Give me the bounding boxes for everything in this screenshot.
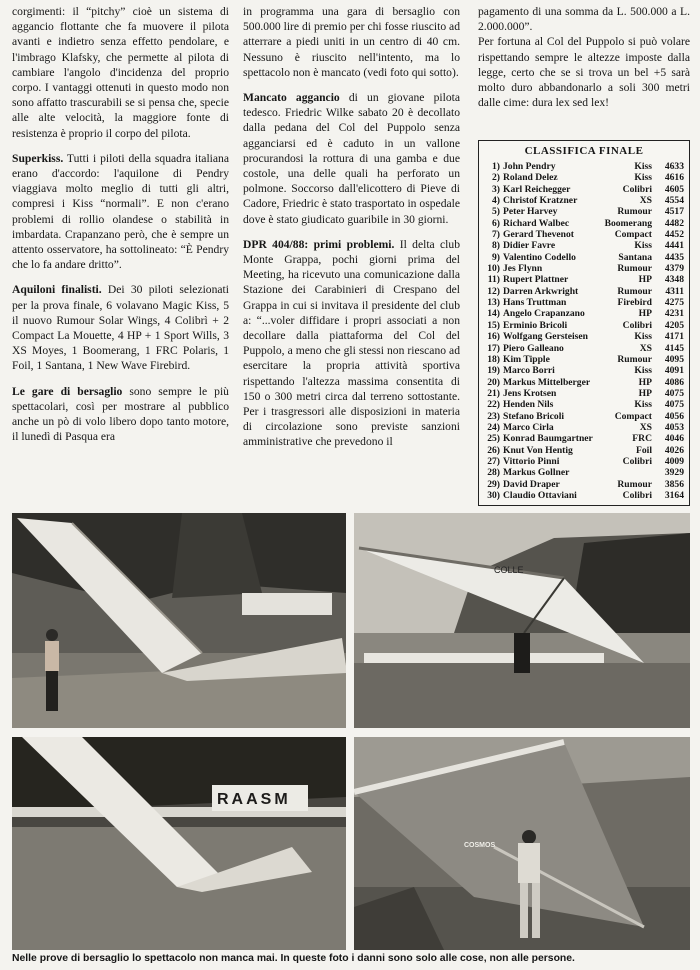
ranking-row <box>484 456 684 467</box>
photo-caption: Nelle prove di bersaglio lo spettacolo non manca mai. In queste foto i danni sono solo alle cose, non alle persone. <box>12 953 575 964</box>
ranking-pilot-name: John Pendry <box>503 161 556 172</box>
ranking-row <box>484 467 684 478</box>
article-column-3 <box>478 4 690 120</box>
ranking-row <box>484 229 684 240</box>
paragraph-heading: Le gare di bersaglio <box>12 384 123 398</box>
ranking-position: 12) <box>487 285 500 297</box>
ranking-glider: Colibri <box>622 319 652 331</box>
paragraph: Per fortuna al Col del Puppolo si può volare rispettando sempre le altezze imposte dalla legge, certo che se si trova un bel +5 sarà molto duro abbandonarlo a soli 300 metri dalle cime: dura lex sed lex! <box>478 35 690 110</box>
ranking-row <box>484 240 684 251</box>
ranking-glider: Rumour <box>617 353 652 365</box>
ranking-points: 4075 <box>664 399 684 411</box>
ranking-row <box>484 297 684 308</box>
ranking-pilot-name: Richard Walbec <box>503 217 570 229</box>
ranking-points: 4095 <box>664 353 684 365</box>
paragraph: Le gare di bersaglio sono sempre le più spettacolari, così per mostrare al pubblico anche un pò di volo libero dopo tanto motore, il lunedì di Pasqua era <box>12 384 229 444</box>
ranking-position: 23) <box>487 410 500 422</box>
ranking-points: 4205 <box>664 319 684 331</box>
photo-hang-glider-landing-2 <box>354 513 690 728</box>
ranking-pilot-name: Valentino Codello <box>503 251 576 263</box>
ranking-glider: Colibri <box>622 455 652 467</box>
ranking-position: 25) <box>487 433 500 445</box>
ranking-points: 4091 <box>664 365 684 377</box>
photo-hang-glider-crashed-3 <box>12 737 346 950</box>
ranking-points: 4452 <box>664 229 684 241</box>
ranking-pilot-name: Vittorio Pinni <box>503 455 560 467</box>
ranking-row <box>484 411 684 422</box>
ranking-row <box>484 184 684 195</box>
ranking-position: 1) <box>492 161 500 172</box>
ranking-position: 30) <box>487 489 500 501</box>
ranking-pilot-name: Stefano Bricoli <box>503 410 565 422</box>
banner-text: COLLE <box>494 565 524 575</box>
ranking-position: 13) <box>487 297 500 309</box>
ranking-pilot-name: Kim Tipple <box>503 353 550 365</box>
paragraph: corgimenti: il “pitchy” cioè un sistema di aggancio flottante che fa muovere il pilota avanti e indietro senza effetto pendolare, e l'imbrago Klafsky, che permette al pilota di cambiare l'angolo d'incidenza del proprio corpo. I vantaggi ottenuti in questo modo non sono affatto trascurabili se si pensa che, specie alle alte velocità, la maggiore fonte di resistenza è proprio il corpo del pilota. <box>12 5 229 140</box>
ranking-glider: Rumour <box>617 206 652 218</box>
ranking-glider: HP <box>638 308 652 320</box>
ranking-title: CLASSIFICA FINALE <box>524 145 644 157</box>
ranking-glider: Kiss <box>634 161 652 172</box>
ranking-glider: Colibri <box>622 489 652 501</box>
ranking-pilot-name: Marco Borri <box>503 365 555 377</box>
ranking-points: 4056 <box>664 410 684 422</box>
ranking-position: 7) <box>492 229 500 241</box>
ranking-glider: Santana <box>618 251 652 263</box>
ranking-position: 27) <box>487 455 500 467</box>
ranking-points: 4075 <box>664 387 684 399</box>
ranking-glider <box>600 467 658 478</box>
ranking-pilot-name: Roland Delez <box>503 172 558 184</box>
ranking-row <box>484 195 684 206</box>
ranking-points: 4379 <box>664 263 684 275</box>
ranking-pilot-name: David Draper <box>503 478 560 490</box>
paragraph: Mancato aggancio di un giovane pilota tedesco. Friedric Wilke sabato 20 è decollato dalla pedana del Col del Puppolo senza agganciarsi ed è caduto in un vallone procurandosi la rottura di una gamba e due costole, una delle quali ha perforato un polmone. Soccorso dall'elicottero di Pieve di Cadore, Friedric è stato trasportato in ospedale dove è stato giudicato guaribile in 30 giorni. <box>243 91 460 226</box>
ranking-row <box>484 320 684 331</box>
ranking-pilot-name: Peter Harvey <box>503 206 558 218</box>
ranking-points: 4053 <box>664 421 684 433</box>
ranking-pilot-name: Konrad Baumgartner <box>503 433 593 445</box>
ranking-glider: HP <box>638 376 652 388</box>
ranking-points: 4046 <box>664 433 684 445</box>
banner-text: RAASM <box>217 791 291 808</box>
photo-hang-glider-landing-1 <box>12 513 346 728</box>
ranking-row <box>484 433 684 444</box>
ranking-points: 4145 <box>664 342 684 354</box>
ranking-row <box>484 490 684 501</box>
ranking-position: 26) <box>487 444 500 456</box>
ranking-row <box>484 308 684 319</box>
ranking-position: 21) <box>487 387 500 399</box>
ranking-points: 4171 <box>664 331 684 343</box>
ranking-pilot-name: Markus Gollner <box>503 467 570 479</box>
ranking-glider: Kiss <box>634 365 652 377</box>
paragraph-heading: Mancato aggancio <box>243 91 340 105</box>
ranking-pilot-name: Gerard Thevenot <box>503 229 574 241</box>
ranking-table <box>484 161 684 501</box>
paragraph: Aquiloni finalisti. Dei 30 piloti selezionati per la prova finale, 6 volavano Magic Kiss, 5 il nuovo Rumour Solar Wings, 4 Colibrì + 2 Compact La Mouette, 4 HP + 1 Sport Wills, 3 XS Moyes, 1 Boomerang, 1 FRC Polaris, 1 Foil, 1 Santana, 1 New Wave Firebird. <box>12 283 229 373</box>
ranking-pilot-name: Markus Mittelberger <box>503 376 591 388</box>
ranking-position: 2) <box>492 172 500 184</box>
ranking-points: 4441 <box>664 240 684 252</box>
ranking-position: 6) <box>492 217 500 229</box>
ranking-row <box>484 388 684 399</box>
ranking-row <box>484 286 684 297</box>
ranking-glider: HP <box>638 387 652 399</box>
article-column-1 <box>12 4 229 454</box>
ranking-position: 24) <box>487 421 500 433</box>
ranking-glider: Kiss <box>634 240 652 252</box>
ranking-position: 28) <box>487 467 500 479</box>
ranking-row <box>484 377 684 388</box>
paragraph: in programma una gara di bersaglio con 500.000 lire di premio per chi fosse riuscito ad atterrare a piedi uniti in un centro di 40 cm. Nessuno è riuscito nell'intento, ma lo spettacolo non è mancato (vedi foto qui sotto). <box>243 5 460 79</box>
ranking-row <box>484 399 684 410</box>
ranking-points: 4026 <box>664 444 684 456</box>
ranking-points: 3856 <box>664 478 684 490</box>
ranking-position: 8) <box>492 240 500 252</box>
photo-image <box>354 737 690 950</box>
paragraph-heading: Superkiss. <box>12 151 64 165</box>
ranking-row <box>484 365 684 376</box>
ranking-position: 15) <box>487 319 500 331</box>
ranking-glider: Boomerang <box>604 217 652 229</box>
ranking-glider: Foil <box>636 444 652 456</box>
ranking-points: 4554 <box>664 195 684 207</box>
ranking-position: 11) <box>487 274 500 286</box>
paragraph: DPR 404/88: primi problemi. Il delta club Monte Grappa, pochi giorni prima del Meeting, ha ricevuto una comunicazione dalla Stazione dei Carabinieri di Crespano del Grappa in cui si invitava il presidente del club a: “...voler diffidare i propri associati a non decollare dalla piattaforma del Col del Puppolo, a meno che gli stessi non riescano ad esercitare la propria attività sportiva rispettando l'altezza massima consentita di 150 o 300 metri circa dal terreno sottostante. Per i trasgressori alle disposizioni in materia di circolazione sono previste sanzioni amministrative che prevedono il <box>243 237 460 449</box>
ranking-glider: Rumour <box>617 478 652 490</box>
ranking-position: 4) <box>492 195 500 207</box>
ranking-points: 3929 <box>664 467 684 479</box>
ranking-points: 4633 <box>664 161 684 172</box>
ranking-position: 20) <box>487 376 500 388</box>
ranking-points: 4231 <box>664 308 684 320</box>
ranking-row <box>484 263 684 274</box>
ranking-pilot-name: Marco Cirla <box>503 421 554 433</box>
paragraph: pagamento di una somma da L. 500.000 a L. 2.000.000”. <box>478 5 690 34</box>
ranking-points: 4517 <box>664 206 684 218</box>
ranking-pilot-name: Claudio Ottaviani <box>503 489 577 501</box>
ranking-glider: FRC <box>632 433 652 445</box>
ranking-pilot-name: Piero Galleano <box>503 342 564 354</box>
ranking-position: 17) <box>487 342 500 354</box>
ranking-row <box>484 218 684 229</box>
ranking-position: 29) <box>487 478 500 490</box>
ranking-position: 5) <box>492 206 500 218</box>
ranking-glider: Colibri <box>622 183 652 195</box>
ranking-position: 10) <box>487 263 500 275</box>
ranking-glider: HP <box>638 274 652 286</box>
ranking-glider: Rumour <box>617 263 652 275</box>
ranking-position: 18) <box>487 353 500 365</box>
ranking-pilot-name: Darren Arkwright <box>503 285 579 297</box>
ranking-pilot-name: Wolfgang Gersteisen <box>503 331 589 343</box>
ranking-points: 4482 <box>664 217 684 229</box>
ranking-points: 3164 <box>664 489 684 501</box>
ranking-row <box>484 172 684 183</box>
ranking-pilot-name: Didier Favre <box>503 240 556 252</box>
ranking-position: 14) <box>487 308 500 320</box>
ranking-row <box>484 252 684 263</box>
photo-image <box>354 513 690 728</box>
ranking-row <box>484 479 684 490</box>
ranking-points: 4311 <box>665 285 684 297</box>
ranking-pilot-name: Hans Truttman <box>503 297 567 309</box>
ranking-pilot-name: Angelo Crapanzano <box>503 308 585 320</box>
ranking-glider: Kiss <box>634 399 652 411</box>
paragraph-heading: Aquiloni finalisti. <box>12 283 102 297</box>
ranking-points: 4086 <box>664 376 684 388</box>
ranking-points: 4605 <box>664 183 684 195</box>
ranking-glider: Compact <box>614 410 652 422</box>
ranking-pilot-name: Jens Krotsen <box>503 387 557 399</box>
ranking-pilot-name: Henden Nils <box>503 399 554 411</box>
ranking-glider: Kiss <box>634 331 652 343</box>
ranking-pilot-name: Karl Reichegger <box>503 183 571 195</box>
photo-image <box>12 513 346 728</box>
ranking-position: 22) <box>487 399 500 411</box>
photo-image <box>12 737 346 950</box>
ranking-pilot-name: Christof Kratzner <box>503 195 578 207</box>
ranking-points: 4009 <box>664 455 684 467</box>
ranking-glider: XS <box>639 342 652 354</box>
paragraph-heading: DPR 404/88: primi problemi. <box>243 237 395 251</box>
ranking-points: 4275 <box>664 297 684 309</box>
ranking-glider: Compact <box>614 229 652 241</box>
ranking-position: 16) <box>487 331 500 343</box>
ranking-glider: XS <box>639 421 652 433</box>
ranking-points: 4348 <box>664 274 684 286</box>
ranking-pilot-name: Knut Von Hentig <box>503 444 573 456</box>
ranking-row <box>484 161 684 172</box>
ranking-glider: Kiss <box>634 172 652 184</box>
paragraph: Superkiss. Tutti i piloti della squadra italiana erano d'accordo: l'aquilone di Pendry viaggiava molto meglio di tutti gli altri, compresi i Kiss “normali”. E non c'erano problemi di rollio olandese o stabilità in imbardata. Crapanzano però, che è sempre un attento osservatore, ha sottolineato: “È Pendry che lo fa andare dritto”. <box>12 151 229 272</box>
ranking-row <box>484 445 684 456</box>
ranking-row <box>484 331 684 342</box>
ranking-pilot-name: Erminio Bricoli <box>503 319 568 331</box>
ranking-position: 19) <box>487 365 500 377</box>
ranking-position: 3) <box>492 183 500 195</box>
ranking-row <box>484 354 684 365</box>
ranking-points: 4616 <box>664 172 684 184</box>
ranking-points: 4435 <box>664 251 684 263</box>
photo-hang-glider-pilot-4 <box>354 737 690 950</box>
banner-text: COSMOS <box>464 842 496 849</box>
final-ranking-box <box>478 140 690 506</box>
ranking-pilot-name: Rupert Plattner <box>503 274 569 286</box>
ranking-pilot-name: Jes Flynn <box>503 263 543 275</box>
ranking-row <box>484 422 684 433</box>
ranking-glider: Rumour <box>617 285 652 297</box>
ranking-position: 9) <box>492 251 500 263</box>
ranking-glider: Firebird <box>617 297 652 309</box>
ranking-glider: XS <box>639 195 652 207</box>
ranking-row <box>484 206 684 217</box>
ranking-row <box>484 343 684 354</box>
ranking-row <box>484 274 684 285</box>
article-column-2 <box>243 4 460 460</box>
